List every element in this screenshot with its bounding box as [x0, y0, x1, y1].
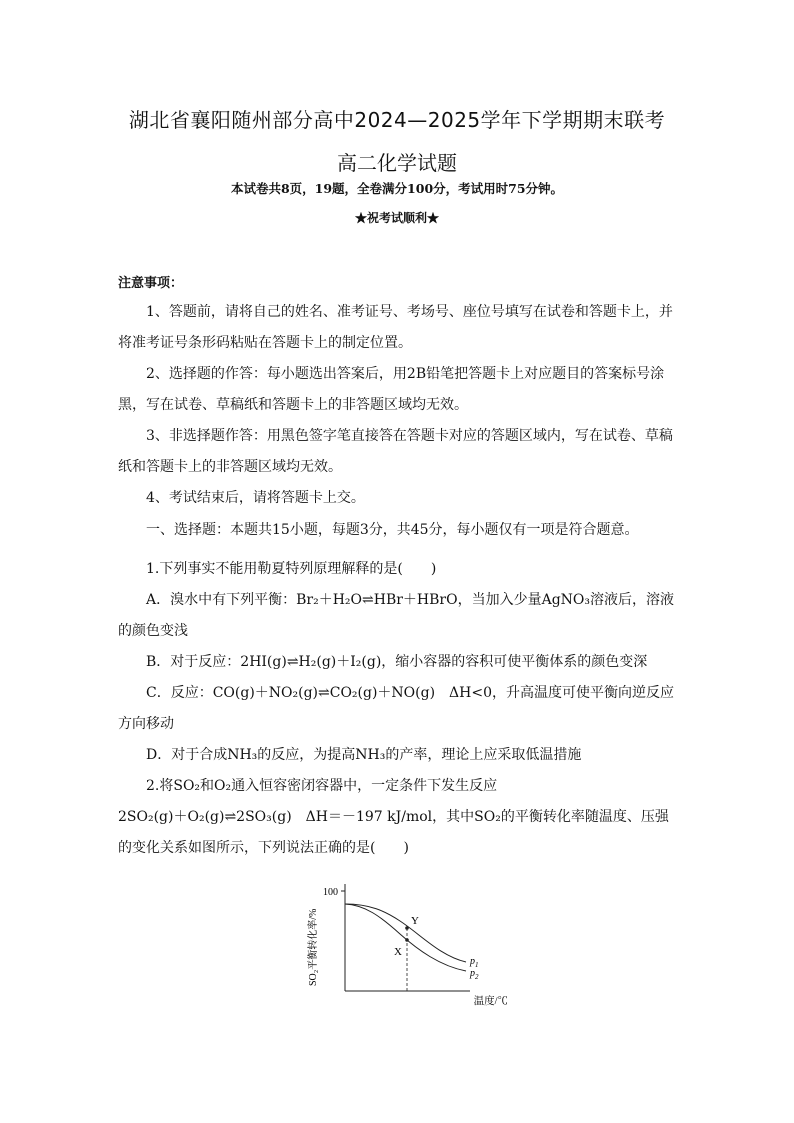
question-1-option-a: A．溴水中有下列平衡：Br₂＋H₂O⇌HBr＋HBrO，当加入少量AgNO₃溶液后，溶液的颜色变浅 — [118, 592, 674, 639]
note-item-1: 1、答题前，请将自己的姓名、准考证号、考场号、座位号填写在试卷和答题卡上，并将准考证号条形码粘贴在答题卡上的制定位置。 — [118, 304, 673, 351]
exam-info: 本试卷共8页，19题，全卷满分100分，考试用时75分钟。 — [230, 181, 564, 196]
section-heading: 一、选择题：本题共15小题，每题3分，共45分，每小题仅有一项是符合题意。 — [146, 522, 639, 538]
notes-heading: 注意事项： — [118, 276, 184, 291]
curve-p2 — [345, 904, 466, 971]
note-item-4: 4、考试结束后，请将答题卡上交。 — [146, 490, 365, 506]
note-item-3: 3、非选择题作答：用黑色签字笔直接答在答题卡对应的答题区域内，写在试卷、草稿纸和答题卡上的非答题区域均无效。 — [118, 428, 673, 475]
curve-p2-label: $p_2$ — [470, 968, 479, 981]
y-tick-label: 100 — [323, 887, 338, 898]
y-axis-label: SO₂平衡转化率/% — [308, 908, 319, 986]
point-y-label: Y — [411, 915, 419, 927]
x-axis-label: 温度/℃ — [473, 996, 508, 1007]
good-luck-line: ★祝考试顺利★ — [354, 211, 439, 225]
question-1-option-c: C．反应：CO(g)＋NO₂(g)⇌CO₂(g)＋NO(g) ΔH<0，升高温度可使平衡向逆反应方向移动 — [118, 685, 674, 732]
question-2-stem-line1: 2.将SO₂和O₂通入恒容密闭容器中，一定条件下发生反应 — [146, 778, 498, 794]
point-x-marker — [405, 938, 409, 942]
question-1-option-b: B．对于反应：2HI(g)⇌H₂(g)＋I₂(g)，缩小容器的容积可使平衡体系的颜色变深 — [146, 654, 648, 670]
exam-subtitle: 高二化学试题 — [337, 151, 457, 175]
point-y-marker — [405, 926, 409, 930]
question-1-option-d: D．对于合成NH₃的反应，为提高NH₃的产率，理论上应采取低温措施 — [146, 747, 582, 763]
note-item-2: 2、选择题的作答：每小题选出答案后，用2B铅笔把答题卡上对应题目的答案标号涂黑，写在试卷、草稿纸和答题卡上的非答题区域均无效。 — [118, 366, 665, 413]
point-x-label: X — [394, 946, 402, 958]
question-1-stem: 1.下列事实不能用勒夏特列原理解释的是( ) — [146, 561, 437, 577]
so2-conversion-figure — [300, 876, 530, 1010]
curve-p1 — [345, 904, 466, 962]
exam-title: 湖北省襄阳随州部分高中2024—2025学年下学期期末联考 — [128, 108, 666, 132]
question-2-stem-line2: 2SO₂(g)＋O₂(g)⇌2SO₃(g) ΔH＝－197 kJ/mol，其中SO₂的平衡转化率随温度、压强的变化关系如图所示，下列说法正确的是( ) — [118, 809, 669, 856]
curve-p1-label: $p_1$ — [470, 956, 479, 969]
